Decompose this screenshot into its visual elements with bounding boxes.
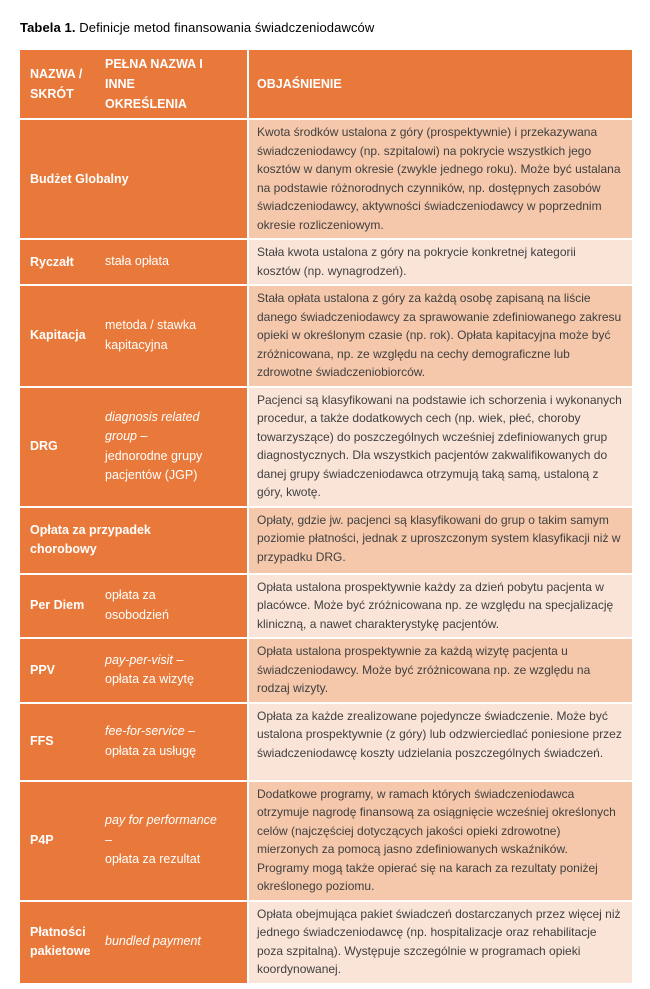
- method-name: Płatności pakietowe: [30, 925, 91, 958]
- table-caption-number: Tabela 1.: [20, 20, 76, 35]
- row-name-cell: [20, 902, 247, 983]
- term-english: fee-for-service –: [105, 724, 196, 739]
- method-term: [105, 252, 247, 271]
- table-row-drg: [20, 388, 632, 506]
- header-objasnienie-cell: [249, 50, 632, 118]
- explanation-cell: Kwota środków ustalona z góry (prospektywnie) i przekazywana świadczeniodawcy (np. szpitalowi) na pokrycie wszystkich jego kosztów w danym okresie (zwykle jednego roku). Może być ustalana na podstawie różnorodnych czynników, np. dostępnych zasobów świadczeniodawcy, aktywności świadczeniodawcy w poprzednim okresie rozliczeniowym.: [249, 120, 632, 238]
- method-term: [105, 811, 247, 869]
- term-polish: stała opłata: [105, 254, 169, 269]
- term-english: diagnosis related group –: [105, 409, 200, 444]
- table-row-budzet-globalny: [20, 120, 632, 238]
- explanation-cell: Stała opłata ustalona z góry za każdą osobę zapisaną na liście danego świadczeniodawcy za sprawowanie zdefiniowanego zakresu opieki w określonym czasie (np. rok). Opłata kapitacyjna może być zróżnicowana, np. ze względu na cechy demograficzne lub zdrowotne świadczeniobiorców.: [249, 286, 632, 386]
- row-name-cell: [20, 704, 247, 780]
- row-name-cell: [20, 286, 247, 386]
- method-term: [105, 651, 247, 690]
- method-term: [105, 722, 247, 761]
- explanation-cell: Opłata ustalona prospektywnie każdy za dzień pobytu pacjenta w placówce. Może być zróżnicowana np. ze względu na specjalizację kliniczną, a nawet charakterystykę pacjentów.: [249, 575, 632, 638]
- row-name-cell: [20, 120, 247, 238]
- header-left-cell: [20, 50, 247, 118]
- explanation-cell: Pacjenci są klasyfikowani na podstawie ich schorzenia i wykonanych procedur, a także dodatkowych cech (np. wiek, płeć, choroby towarzyszące) do poszczególnych wcześniej zdefiniowanych grup diagnostycznych. Dla wszystkich pacjentów zakwalifikowanych do danej grupy świadczeniodawca otrzymują taką samą, ustaloną z góry, kwotę.: [249, 388, 632, 506]
- term-polish: opłata za rezultat: [105, 852, 201, 867]
- term-english: pay for performance –: [105, 813, 217, 847]
- table-row-ryczalt: [20, 240, 632, 284]
- term-english: pay-per-visit –: [105, 652, 184, 667]
- table-row-per-diem: [20, 575, 632, 638]
- term-polish: jednorodne grupy pacjentów (JGP): [105, 448, 203, 482]
- explanation-cell: Opłata ustalona prospektywnie za każdą wizytę pacjenta u świadczeniodawcy. Może być zróżnicowana np. ze względu na rodzaj wizyty.: [249, 639, 632, 702]
- explanation-cell: Stała kwota ustalona z góry na pokrycie konkretnej kategorii kosztów (np. wynagrodzeń).: [249, 240, 632, 284]
- method-name: Budżet Globalny: [30, 171, 129, 186]
- term-polish: opłata za osobodzień: [105, 588, 169, 622]
- method-term: [105, 586, 247, 625]
- method-term: [105, 316, 247, 355]
- explanation-cell: Dodatkowe programy, w ramach których świadczeniodawca otrzymuje nagrodę finansową za osiągnięcie wcześniej określonych celów (najczęściej dotyczących jakości opieki zdrowotne) mierzonych za pomocą jasno zdefiniowanych wskaźników. Programy mogą także opierać się na karach za rezultaty poniżej określonego poziomu.: [249, 782, 632, 900]
- table-row-ffs: [20, 704, 632, 780]
- method-name: Per Diem: [30, 598, 85, 613]
- explanation-cell: Opłaty, gdzie jw. pacjenci są klasyfikowani do grup o takim samym poziomie płatności, jednak z uproszczonym system klasyfikacji niż w przypadku DRG.: [249, 508, 632, 573]
- row-name-cell: [20, 639, 247, 702]
- row-name-cell: [20, 388, 247, 506]
- term-polish: metoda / stawka kapitacyjna: [105, 318, 197, 352]
- term-english: bundled payment: [105, 934, 201, 949]
- row-name-cell: [20, 508, 247, 573]
- header-pelna-nazwa: PEŁNA NAZWA I INNE OKREŚLENIA: [105, 57, 203, 111]
- header-name-skrot: NAZWA / SKRÓT: [30, 67, 83, 101]
- explanation-cell: Opłata obejmująca pakiet świadczeń dostarczanych przez więcej niż jednego świadczeniodawcę (np. hospitalizacje oraz rehabilitacje poza szpitalną). Występuje szczególnie w programach opieki koordynowanej.: [249, 902, 632, 983]
- method-name: Ryczałt: [30, 254, 74, 269]
- row-name-cell: [20, 240, 247, 284]
- table-row-kapitacja: [20, 286, 632, 386]
- row-name-cell: [20, 782, 247, 900]
- method-name: Kapitacja: [30, 328, 86, 343]
- header-objasnienie: OBJAŚNIENIE: [257, 76, 342, 91]
- row-name-cell: [20, 575, 247, 638]
- table-row-ppv: [20, 639, 632, 702]
- table-row-p4p: [20, 782, 632, 900]
- method-term: [105, 408, 247, 486]
- method-name: PPV: [30, 662, 56, 677]
- method-term: [105, 932, 247, 951]
- term-polish: opłata za usługę: [105, 743, 197, 758]
- method-name: DRG: [30, 439, 58, 454]
- term-polish: opłata za wizytę: [105, 672, 194, 687]
- table-row-oplata-za-przypadek: [20, 508, 632, 573]
- table-header-row: [20, 50, 632, 118]
- table-caption: [20, 20, 632, 35]
- financing-methods-table: [20, 50, 632, 983]
- method-name: P4P: [30, 833, 54, 848]
- table-row-platnosci-pakietowe: [20, 902, 632, 983]
- method-name: FFS: [30, 734, 54, 749]
- table-caption-text: Definicje metod finansowania świadczeniodawców: [75, 20, 375, 35]
- method-name: Opłata za przypadek chorobowy: [30, 523, 151, 556]
- explanation-cell: Opłata za każde zrealizowane pojedyncze świadczenie. Może być ustalona prospektywnie (z góry) lub odzwierciedlać poniesione przez świadczeniodawcę koszty udzielania poszczególnych świadczeń.: [249, 704, 632, 780]
